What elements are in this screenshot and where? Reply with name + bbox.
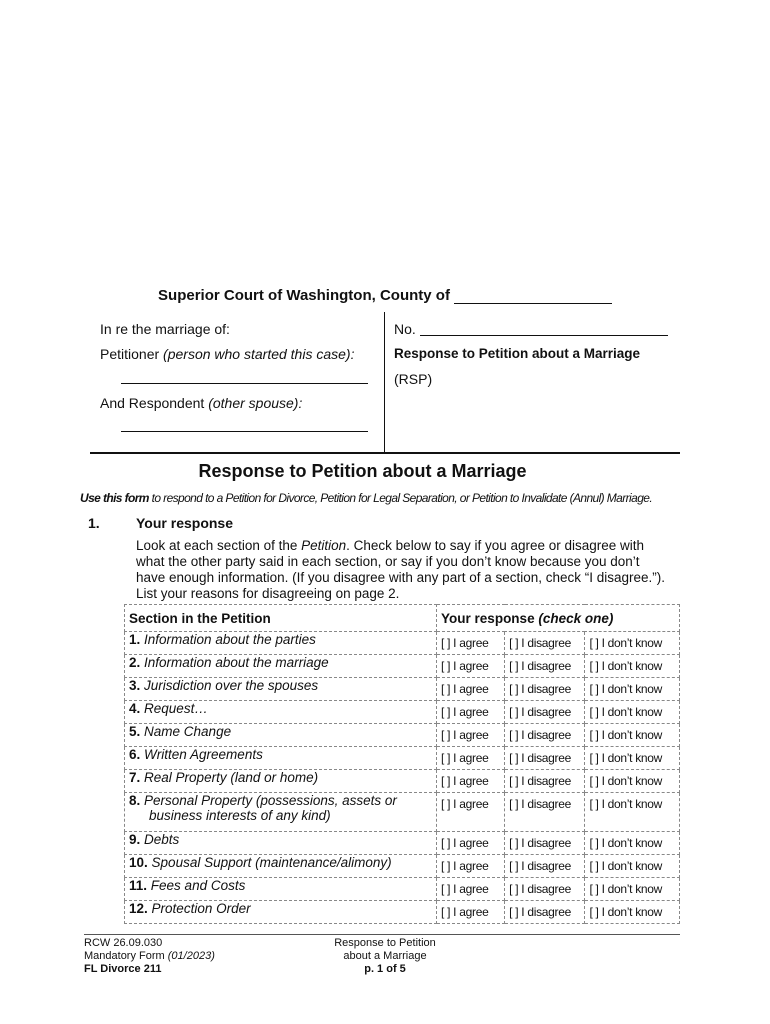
footer-rule — [84, 934, 680, 935]
agree-checkbox[interactable]: [ ] I agree — [437, 724, 505, 747]
section-cell — [125, 878, 437, 901]
use-this-rest: to respond to a Petition for Divorce, Petition for Legal Separation, or Petition to Invalidate (Annul) Marriage. — [151, 491, 653, 505]
section-num: 10. — [129, 855, 148, 870]
table-row — [125, 724, 680, 747]
footer-mandatory-date: (01/2023) — [167, 950, 215, 962]
dont-know-checkbox[interactable]: [ ] I don’t know — [585, 770, 680, 793]
disagree-checkbox[interactable]: [ ] I disagree — [505, 632, 585, 655]
caption-form-code: (RSP) — [394, 371, 433, 387]
footer-mandatory-label: Mandatory Form — [84, 950, 165, 962]
disagree-checkbox[interactable]: [ ] I disagree — [505, 878, 585, 901]
in-re-label: In re the marriage of: — [100, 321, 230, 337]
disagree-checkbox[interactable]: [ ] I disagree — [505, 855, 585, 878]
use-this-bold: Use this form — [80, 491, 149, 505]
section-name: Spousal Support (maintenance/alimony) — [151, 855, 392, 870]
county-blank-line — [454, 289, 612, 304]
footer-rcw: RCW 26.09.030 — [84, 937, 163, 949]
agree-checkbox[interactable]: [ ] I agree — [437, 793, 505, 832]
section-name: Name Change — [144, 724, 232, 739]
agree-checkbox[interactable]: [ ] I agree — [437, 855, 505, 878]
disagree-checkbox[interactable]: [ ] I disagree — [505, 747, 585, 770]
section-name: Written Agreements — [144, 747, 263, 762]
section-num: 9. — [129, 832, 141, 847]
table-body — [125, 632, 680, 924]
page-title: Response to Petition about a Marriage — [198, 461, 527, 481]
agree-checkbox[interactable]: [ ] I agree — [437, 878, 505, 901]
dont-know-checkbox[interactable]: [ ] I don’t know — [585, 793, 680, 832]
dont-know-checkbox[interactable]: [ ] I don’t know — [585, 855, 680, 878]
section-num: 3. — [129, 678, 141, 693]
dont-know-checkbox[interactable]: [ ] I don’t know — [585, 832, 680, 855]
response-table — [124, 604, 680, 924]
court-heading — [0, 287, 770, 304]
section-intro — [136, 538, 666, 602]
agree-checkbox[interactable]: [ ] I agree — [437, 655, 505, 678]
section-num: 4. — [129, 701, 141, 716]
agree-checkbox[interactable]: [ ] I agree — [437, 678, 505, 701]
dont-know-checkbox[interactable]: [ ] I don’t know — [585, 901, 680, 924]
section-name: Information about the marriage — [144, 655, 329, 670]
section-cell — [125, 747, 437, 770]
dont-know-checkbox[interactable]: [ ] I don’t know — [585, 724, 680, 747]
dont-know-checkbox[interactable]: [ ] I don’t know — [585, 878, 680, 901]
agree-checkbox[interactable]: [ ] I agree — [437, 747, 505, 770]
case-no-label: No. — [394, 321, 416, 337]
section-name: Protection Order — [151, 901, 251, 916]
footer-left — [84, 937, 215, 976]
section-num: 6. — [129, 747, 141, 762]
section-name: Debts — [144, 832, 180, 847]
table-row — [125, 655, 680, 678]
section-cell — [125, 855, 437, 878]
section-name-cont: business interests of any kind) — [149, 808, 331, 823]
caption-form-title: Response to Petition about a Marriage — [394, 346, 641, 361]
disagree-checkbox[interactable]: [ ] I disagree — [505, 678, 585, 701]
disagree-checkbox[interactable]: [ ] I disagree — [505, 701, 585, 724]
dont-know-checkbox[interactable]: [ ] I don’t know — [585, 655, 680, 678]
footer-form-id: FL Divorce 211 — [84, 963, 162, 975]
agree-checkbox[interactable]: [ ] I agree — [437, 632, 505, 655]
disagree-checkbox[interactable]: [ ] I disagree — [505, 793, 585, 832]
agree-checkbox[interactable]: [ ] I agree — [437, 832, 505, 855]
section-name: Real Property (land or home) — [144, 770, 319, 785]
footer-middle — [310, 937, 460, 976]
table-row — [125, 678, 680, 701]
section-name: Fees and Costs — [150, 878, 246, 893]
intro-italic: Petition — [301, 538, 347, 553]
disagree-checkbox[interactable]: [ ] I disagree — [505, 770, 585, 793]
table-row — [125, 901, 680, 924]
respondent-label-line — [100, 395, 302, 411]
section-cell — [125, 724, 437, 747]
section-cell — [125, 632, 437, 655]
disagree-checkbox[interactable]: [ ] I disagree — [505, 724, 585, 747]
footer-mid-line1: Response to Petition — [334, 937, 436, 949]
section-num: 7. — [129, 770, 141, 785]
petitioner-label-line — [100, 346, 354, 362]
table-row — [125, 770, 680, 793]
section-num: 12. — [129, 901, 148, 916]
header-section: Section in the Petition — [125, 605, 437, 632]
section-cell — [125, 655, 437, 678]
intro-part-a: Look at each section of the — [136, 538, 302, 553]
footer-page: p. 1 of 5 — [364, 963, 406, 975]
section-name: Request… — [144, 701, 208, 716]
section-cell — [125, 901, 437, 924]
petitioner-label: Petitioner — [100, 346, 160, 362]
header-response — [437, 605, 680, 632]
section-cell — [125, 832, 437, 855]
respondent-name-line — [121, 431, 368, 432]
section-num: 5. — [129, 724, 141, 739]
table-row — [125, 701, 680, 724]
section-name: Information about the parties — [144, 632, 316, 647]
agree-checkbox[interactable]: [ ] I agree — [437, 770, 505, 793]
agree-checkbox[interactable]: [ ] I agree — [437, 701, 505, 724]
section-num: 2. — [129, 655, 141, 670]
footer-mandatory — [84, 950, 215, 963]
intro-part-b: . Check below to say if you agree or disagree with what the other party said in each section, or say if you don’t know because you don’t have enough information. (If you disagree with any part of a section, check “I disagree.”). List your reasons for disagreeing on page 2. — [136, 538, 666, 601]
table-row — [125, 832, 680, 855]
dont-know-checkbox[interactable]: [ ] I don’t know — [585, 701, 680, 724]
header-response-note: (check one) — [538, 611, 614, 626]
dont-know-checkbox[interactable]: [ ] I don’t know — [585, 747, 680, 770]
table-header-row — [125, 605, 680, 632]
table-row — [125, 747, 680, 770]
section-name: Jurisdiction over the spouses — [144, 678, 319, 693]
section-cell — [125, 678, 437, 701]
table-row — [125, 855, 680, 878]
section-name: Personal Property (possessions, assets or — [144, 793, 397, 808]
disagree-checkbox[interactable]: [ ] I disagree — [505, 655, 585, 678]
court-heading-text: Superior Court of Washington, County of — [158, 287, 450, 304]
disagree-checkbox[interactable]: [ ] I disagree — [505, 832, 585, 855]
dont-know-checkbox[interactable]: [ ] I don’t know — [585, 678, 680, 701]
case-no-line — [420, 335, 668, 336]
section-title: Your response — [136, 515, 233, 531]
table-row — [125, 793, 680, 832]
table-row — [125, 878, 680, 901]
section-num: 8. — [129, 793, 141, 808]
section-number: 1. — [88, 515, 100, 531]
section-cell — [125, 793, 437, 832]
header-response-label: Your response — [441, 611, 535, 626]
petitioner-name-line — [121, 383, 368, 384]
caption-bottom-rule — [90, 452, 680, 454]
dont-know-checkbox[interactable]: [ ] I don’t know — [585, 632, 680, 655]
section-num: 11. — [129, 878, 148, 893]
section-cell — [125, 770, 437, 793]
disagree-checkbox[interactable]: [ ] I disagree — [505, 901, 585, 924]
agree-checkbox[interactable]: [ ] I agree — [437, 901, 505, 924]
caption-divider — [384, 312, 385, 452]
use-this-form-note — [80, 491, 652, 505]
respondent-label: And Respondent — [100, 395, 205, 411]
section-num: 1. — [129, 632, 141, 647]
footer-mid-line2: about a Marriage — [343, 950, 427, 962]
table-row — [125, 632, 680, 655]
petitioner-note: (person who started this case): — [163, 346, 355, 362]
respondent-note: (other spouse): — [208, 395, 303, 411]
section-cell — [125, 701, 437, 724]
